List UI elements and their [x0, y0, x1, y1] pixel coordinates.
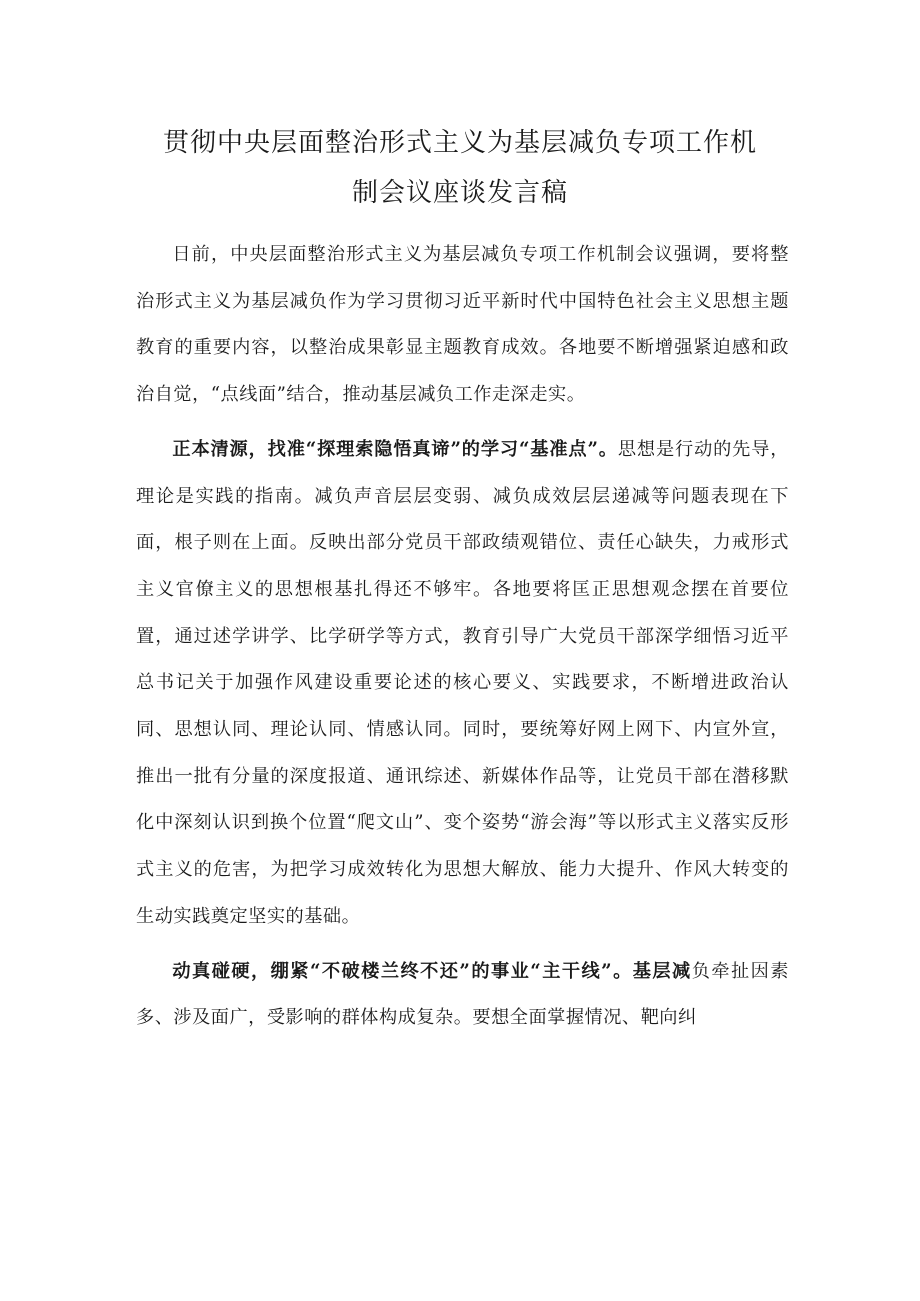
paragraph-3: [136, 949, 789, 1042]
title-line-2: 制会议座谈发言稿: [351, 178, 568, 208]
paragraph-1: [136, 232, 789, 419]
paragraph-1-text: 日前，中央层面整治形式主义为基层减负专项工作机制会议强调，要将整治形式主义为基层减负作为学习贯彻习近平新时代中国特色社会主义思想主题教育的重要内容，以整治成果彰显主题教育成效。各地要不断增强紧迫感和政治自觉，“点线面”结合，推动基层减负工作走深走实。: [136, 244, 789, 406]
title-line-1: 贯彻中央层面整治形式主义为基层减负专项工作机: [162, 128, 757, 158]
paragraph-2-text: 思想是行动的先导，理论是实践的指南。减负声音层层变弱、减负成效层层递减等问题表现在下面，根子则在上面。反映出部分党员干部政绩观错位、责任心缺失，力戒形式主义官僚主义的思想根基扎得还不够牢。各地要将匡正思想观念摆在首要位置，通过述学讲学、比学研学等方式，教育引导广大党员干部深学细悟习近平总书记关于加强作风建设重要论述的核心要义、实践要求，不断增进政治认同、思想认同、理论认同、情感认同。同时，要统筹好网上网下、内宣外宣，推出一批有分量的深度报道、通讯综述、新媒体作品等，让党员干部在潜移默化中深刻认识到换个位置“爬文山”、变个姿势“游会海”等以形式主义落实反形式主义的危害，为把学习成效转化为思想大解放、能力大提升、作风大转变的生动实践奠定坚实的基础。: [136, 438, 789, 927]
paragraph-3-lead: 动真碰硬，绷紧“不破楼兰终不还”的事业“主干线”。基层减: [172, 960, 692, 982]
document-title: [120, 118, 800, 218]
paragraph-3-text: 负牵扯因素多、涉及面广，受影响的群体构成复杂。要想全面掌握情况、靶向纠: [136, 960, 789, 1029]
paragraph-2: [136, 427, 789, 941]
paragraph-2-lead: 正本清源，找准“探理索隐悟真谛”的学习“基准点”。: [172, 438, 618, 460]
document-body: [136, 232, 789, 1042]
